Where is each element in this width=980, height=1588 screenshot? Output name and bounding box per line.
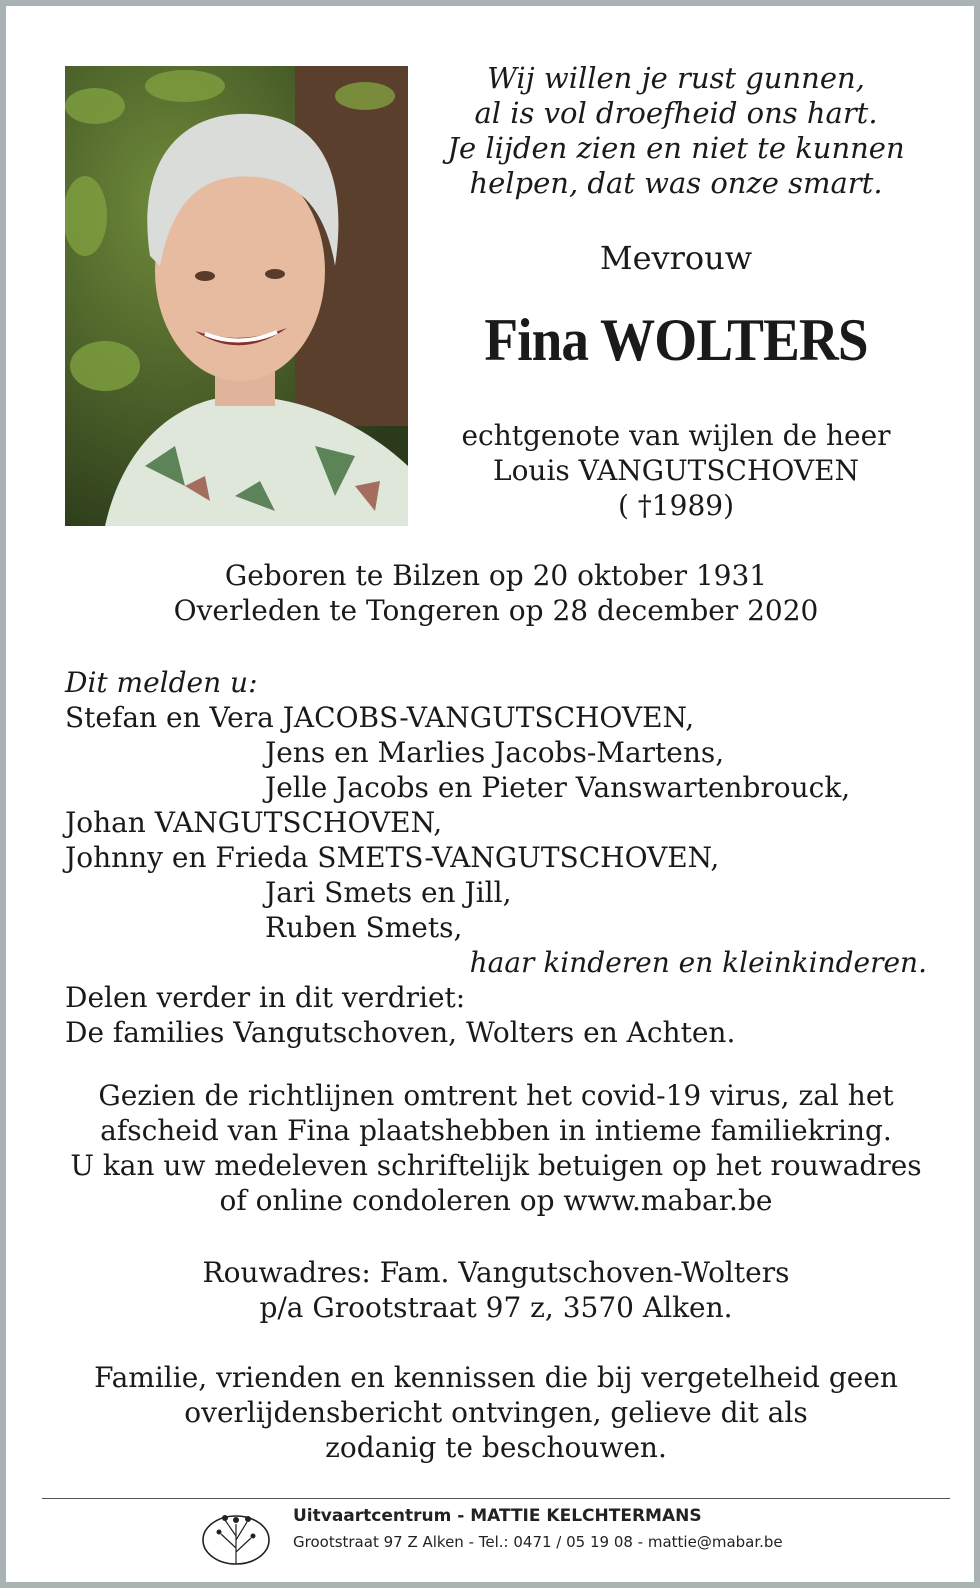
- death-date: Overleden te Tongeren op 28 december 2020: [173, 594, 819, 627]
- birth-date: Geboren te Bilzen op 20 oktober 1931: [224, 559, 768, 592]
- family-list: [65, 665, 927, 1050]
- family-relation: haar kinderen en kleinkinderen.: [469, 946, 927, 979]
- funeral-home-name: Uitvaartcentrum - MATTIE KELCHTERMANS: [293, 1506, 702, 1526]
- closing-note: [46, 1360, 946, 1465]
- notice-line: of online condoleren op www.mabar.be: [219, 1184, 773, 1217]
- honorific: Mevrouw: [599, 239, 753, 277]
- poem: [436, 61, 916, 201]
- family-entry: Johan VANGUTSCHOVEN,: [65, 806, 443, 839]
- notice-line: afscheid van Fina plaatshebben in intieme familiekring.: [100, 1114, 892, 1147]
- portrait-photo: [65, 66, 408, 526]
- poem-line: Je lijden zien en niet te kunnen: [447, 131, 905, 165]
- spouse-info: [436, 418, 916, 523]
- spouse-name: Louis VANGUTSCHOVEN: [492, 454, 860, 487]
- poem-line: Wij willen je rust gunnen,: [487, 61, 865, 95]
- mourning-address: [46, 1255, 946, 1325]
- notice-line: U kan uw medeleven schriftelijk betuigen op het rouwadres: [70, 1149, 922, 1182]
- spouse-death-year: ( †1989): [617, 489, 734, 522]
- family-families: De families Vangutschoven, Wolters en Achten.: [65, 1016, 736, 1049]
- family-further: Delen verder in dit verdriet:: [65, 981, 466, 1014]
- address-line: p/a Grootstraat 97 z, 3570 Alken.: [259, 1291, 733, 1324]
- address-line: Rouwadres: Fam. Vangutschoven-Wolters: [202, 1256, 790, 1289]
- closing-line: overlijdensbericht ontvingen, gelieve dit als: [184, 1396, 808, 1429]
- footer-divider: [42, 1498, 950, 1499]
- family-entry: Jari Smets en Jill,: [265, 876, 512, 909]
- life-dates: [65, 558, 927, 628]
- family-intro: Dit melden u:: [65, 666, 258, 699]
- family-entry: Stefan en Vera JACOBS-VANGUTSCHOVEN,: [65, 701, 695, 734]
- family-entry: Johnny en Frieda SMETS-VANGUTSCHOVEN,: [65, 841, 720, 874]
- portrait-image: [65, 66, 408, 526]
- closing-line: zodanig te beschouwen.: [325, 1431, 667, 1464]
- family-entry: Jelle Jacobs en Pieter Vanswartenbrouck,: [265, 771, 851, 804]
- funeral-home-contact: Grootstraat 97 Z Alken - Tel.: 0471 / 05 19 08 - mattie@mabar.be: [293, 1533, 783, 1551]
- family-entry: Jens en Marlies Jacobs-Martens,: [265, 736, 725, 769]
- notice-line: Gezien de richtlijnen omtrent het covid-19 virus, zal het: [98, 1079, 894, 1112]
- spouse-line: echtgenote van wijlen de heer: [461, 419, 891, 452]
- poem-line: al is vol droefheid ons hart.: [474, 96, 878, 130]
- closing-line: Familie, vrienden en kennissen die bij vergetelheid geen: [94, 1361, 898, 1394]
- family-entry: Ruben Smets,: [265, 911, 463, 944]
- covid-notice: [46, 1078, 946, 1218]
- poem-line: helpen, dat was onze smart.: [469, 166, 883, 200]
- deceased-name: Fina WOLTERS: [484, 307, 868, 373]
- funeral-home-logo-icon: [199, 1506, 274, 1568]
